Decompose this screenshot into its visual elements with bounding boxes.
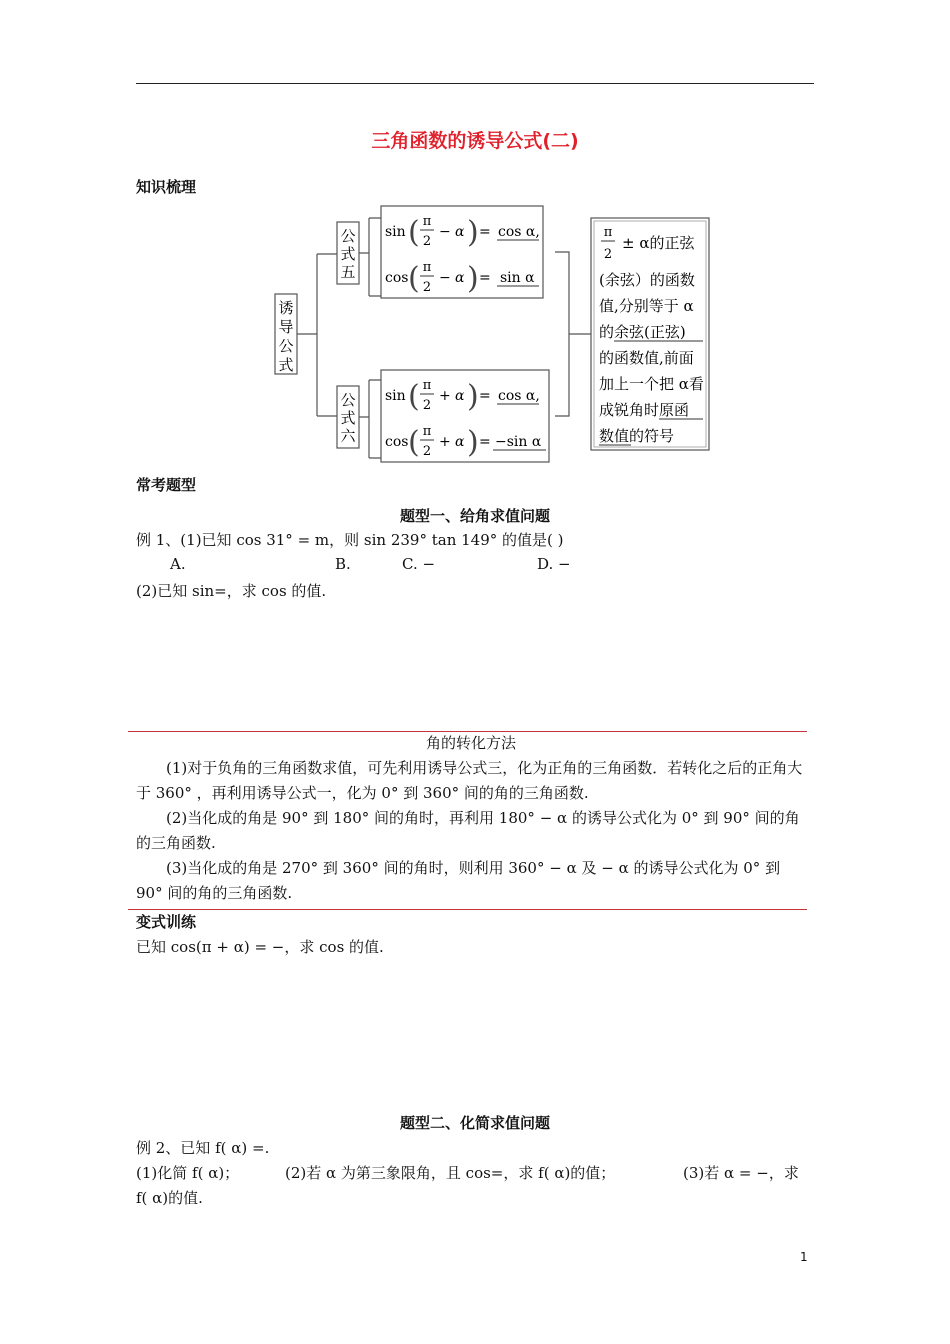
svg-text:cos: cos <box>385 270 409 286</box>
header-rule <box>136 83 814 84</box>
section-common: 常考题型 <box>136 476 197 494</box>
variant-title: 变式训练 <box>136 913 197 931</box>
page-title: 三角函数的诱导公式(二) <box>371 130 579 152</box>
section-knowledge: 知识梳理 <box>136 178 197 196</box>
svg-text:π: π <box>603 225 613 240</box>
svg-text:): ) <box>467 215 479 250</box>
induction-formula-diagram <box>265 200 725 470</box>
svg-text:+: + <box>439 434 451 450</box>
svg-text:sin: sin <box>385 388 406 404</box>
formula6-char-1: 公 <box>340 391 356 409</box>
svg-text:数值的符号: 数值的符号 <box>599 427 675 445</box>
example1-option-d: D. − <box>537 555 571 573</box>
svg-text:sin α: sin α <box>500 270 535 286</box>
root-char-4: 式 <box>278 356 294 374</box>
svg-text:α: α <box>455 434 465 450</box>
svg-text:(: ( <box>408 425 420 460</box>
svg-text:值,分别等于 α: 值,分别等于 α <box>599 297 694 315</box>
method-note <box>136 731 806 906</box>
svg-text:2: 2 <box>422 398 432 413</box>
svg-text:2: 2 <box>422 234 432 249</box>
formula6-char-2: 式 <box>340 409 356 427</box>
svg-text:(: ( <box>408 261 420 296</box>
summary-connector <box>555 252 591 416</box>
root-connector <box>297 254 337 416</box>
method-paragraph-2: (2)当化成的角是 90° 到 180° 间的角时，再利用 180° − α 的诱导公式化为 0° 到 90° 间的角的三角函数. <box>136 809 800 852</box>
svg-text:π: π <box>422 378 432 393</box>
method-paragraph-3: (3)当化成的角是 270° 到 360° 间的角时，则利用 360° − α 及 − α 的诱导公式化为 0° 到 90° 间的角的三角函数. <box>136 859 781 902</box>
svg-text:π: π <box>422 260 432 275</box>
example2-part2: (2)若 α 为第三象限角，且 cos=，求 f( α)的值； <box>285 1164 616 1182</box>
svg-text:): ) <box>467 261 479 296</box>
page-number: 1 <box>800 1250 808 1264</box>
svg-text:α: α <box>455 270 465 286</box>
method-paragraph-1: (1)对于负角的三角函数求值，可先利用诱导公式三，化为正角的三角函数．若转化之后的正角大于 360° ，再利用诱导公式一，化为 0° 到 360° 间的角的三角函数. <box>136 759 803 802</box>
example2-part3-cont: f( α)的值. <box>136 1189 203 1207</box>
root-char-2: 导 <box>278 318 294 336</box>
method-bottom-rule <box>128 909 807 910</box>
svg-text:(: ( <box>408 379 420 414</box>
example1-option-b: B. <box>335 555 351 573</box>
svg-text:± α的正弦: ± α的正弦 <box>622 234 695 252</box>
root-char-1: 诱 <box>278 299 294 317</box>
svg-text:+: + <box>439 388 451 404</box>
svg-text:cos: cos <box>385 434 409 450</box>
svg-text:α: α <box>455 388 465 404</box>
example1-part2: (2)已知 sin=，求 cos 的值. <box>136 582 327 600</box>
svg-text:(: ( <box>408 215 420 250</box>
svg-text:(余弦）的函数: (余弦）的函数 <box>599 271 695 289</box>
formula6-bracket <box>359 380 381 458</box>
svg-text:−sin α: −sin α <box>495 434 542 450</box>
svg-text:sin: sin <box>385 224 406 240</box>
svg-text:α: α <box>455 224 465 240</box>
formula6-char-3: 六 <box>340 427 356 445</box>
svg-text:加上一个把 α看: 加上一个把 α看 <box>599 375 704 393</box>
svg-text:cos α,: cos α, <box>498 388 540 404</box>
variant-question: 已知 cos(π + α) = −，求 cos 的值. <box>136 938 384 956</box>
example1-option-a: A. <box>170 555 186 573</box>
svg-text:=: = <box>479 224 491 240</box>
type2-title: 题型二、化简求值问题 <box>399 1114 550 1132</box>
svg-text:2: 2 <box>603 247 613 262</box>
method-title: 角的转化方法 <box>425 734 516 752</box>
svg-text:=: = <box>479 270 491 286</box>
formula5-bracket <box>359 218 381 296</box>
svg-text:2: 2 <box>422 280 432 295</box>
svg-text:的函数值,前面: 的函数值,前面 <box>599 349 694 367</box>
root-char-3: 公 <box>278 337 294 355</box>
svg-text:π: π <box>422 424 432 439</box>
formula5-char-1: 公 <box>340 227 356 245</box>
svg-text:成锐角时原函: 成锐角时原函 <box>599 401 690 419</box>
svg-text:2: 2 <box>422 444 432 459</box>
example2-part3: (3)若 α = −，求 <box>683 1164 799 1182</box>
type1-title: 题型一、给角求值问题 <box>399 507 550 525</box>
svg-text:): ) <box>467 425 479 460</box>
svg-text:的余弦(正弦): 的余弦(正弦) <box>599 323 686 341</box>
formula5-char-3: 五 <box>340 263 356 281</box>
example2-statement: 例 2、已知 f( α) =. <box>136 1139 270 1157</box>
svg-text:cos α,: cos α, <box>498 224 540 240</box>
svg-text:−: − <box>439 224 451 240</box>
svg-text:π: π <box>422 214 432 229</box>
svg-text:=: = <box>479 388 491 404</box>
svg-text:): ) <box>467 379 479 414</box>
example1-option-c: C. − <box>402 555 436 573</box>
example1-question: 例 1、(1)已知 cos 31° = m，则 sin 239° tan 149° 的值是( ) <box>136 531 564 549</box>
example2-part1: (1)化简 f( α)； <box>136 1164 240 1182</box>
svg-text:−: − <box>439 270 451 286</box>
svg-text:=: = <box>479 434 491 450</box>
formula5-char-2: 式 <box>340 245 356 263</box>
